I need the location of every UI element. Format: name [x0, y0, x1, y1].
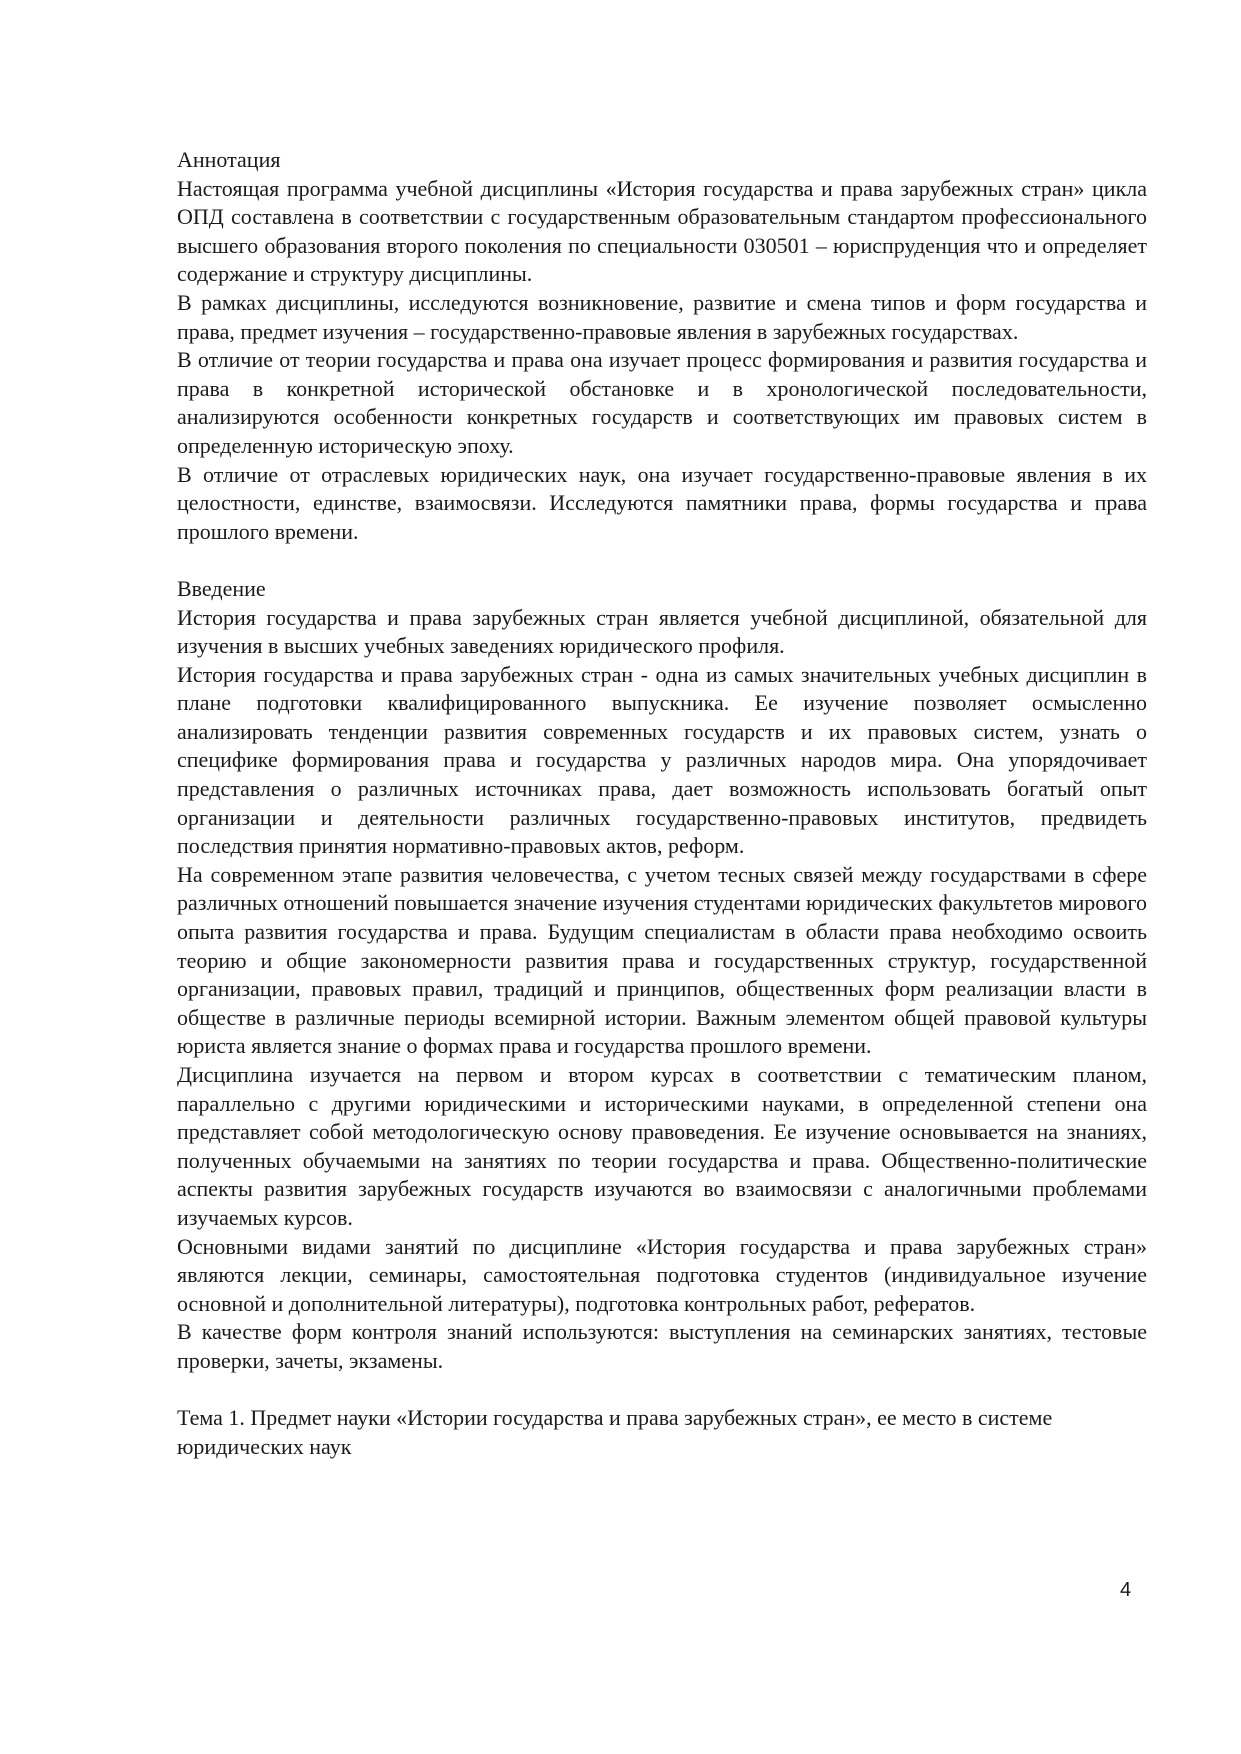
- annotation-paragraph-2: В рамках дисциплины, исследуются возникновение, развитие и смена типов и форм государства и права, предмет изучения – государственно-правовые явления в зарубежных государствах.: [177, 289, 1147, 344]
- section-gap: [177, 1376, 1147, 1405]
- introduction-paragraph-6: В качестве форм контроля знаний используются: выступления на семинарских занятиях, тестовые проверки, зачеты, экзамены.: [177, 1319, 1147, 1373]
- introduction-paragraph-3: На современном этапе развития человечества, с учетом тесных связей между государствами в сфере различных отношений повышается значение изучения студентами юридических факультетов мирового опыта развития государства и права. Будущим специалистам в области права необходимо освоить теорию и общие закономерности развития права и государственных структур, государственной организации, правовых правил, традиций и принципов, общественных форм реализации власти в обществе в различные периоды всемирной истории. Важным элементом общей правовой культуры юриста является знание о формах права и государства прошлого времени.: [177, 861, 1147, 1059]
- topic-1-heading: Тема 1. Предмет науки «Истории государства и права зарубежных стран», ее место в системе юридических наук: [177, 1405, 1053, 1459]
- annotation-paragraph-3: В отличие от теории государства и права она изучает процесс формирования и развития государства и права в конкретной исторической обстановке и в хронологической последовательности, анализируются особенности конкретных государств и соответствующих им правовых систем в определенную историческую эпоху.: [177, 347, 1147, 458]
- introduction-paragraph-4: Дисциплина изучается на первом и втором курсах в соответствии с тематическим планом, параллельно с другими юридическими и историческими науками, в определенной степени она представляет собой методологическую основу правоведения. Ее изучение основывается на знаниях, полученных обучаемыми на занятиях по теории государства и права. Общественно-политические аспекты развития зарубежных государств изучаются во взаимосвязи с аналогичными проблемами изучаемых курсов.: [177, 1062, 1147, 1230]
- annotation-paragraph-4: В отличие от отраслевых юридических наук, она изучает государственно-правовые явления в их целостности, единстве, взаимосвязи. Исследуются памятники права, формы государства и права прошлого времени.: [177, 461, 1147, 544]
- annotation-paragraph-1: Настоящая программа учебной дисциплины «История государства и права зарубежных стран» цикла ОПД составлена в соответствии с государственным образовательным стандартом профессионального высшего образования второго поколения по специальности 030501 – юриспруденция что и определяет содержание и структуру дисциплины.: [177, 175, 1147, 287]
- annotation-heading: Аннотация: [177, 147, 281, 172]
- page-number: 4: [1120, 1579, 1132, 1601]
- section-gap: [177, 546, 1147, 575]
- introduction-paragraph-1: История государства и права зарубежных стран является учебной дисциплиной, обязательной для изучения в высших учебных заведениях юридического профиля.: [177, 604, 1147, 659]
- introduction-paragraph-2: История государства и права зарубежных стран - одна из самых значительных учебных дисциплин в плане подготовки квалифицированного выпускника. Ее изучение позволяет осмысленно анализировать тенденции развития современных государств и их правовых систем, узнать о специфике формирования права и государства у различных народов мира. Она упорядочивает представления о различных источниках права, дает возможность использовать богатый опыт организации и деятельности различных государственно-правовых институтов, предвидеть последствия принятия нормативно-правовых актов, реформ.: [177, 661, 1147, 859]
- document-page: [177, 146, 1147, 1461]
- introduction-heading: Введение: [177, 575, 266, 601]
- introduction-paragraph-5: Основными видами занятий по дисциплине «История государства и права зарубежных стран» являются лекции, семинары, самостоятельная подготовка студентов (индивидуальное изучение основной и дополнительной литературы), подготовка контрольных работ, рефератов.: [177, 1233, 1147, 1316]
